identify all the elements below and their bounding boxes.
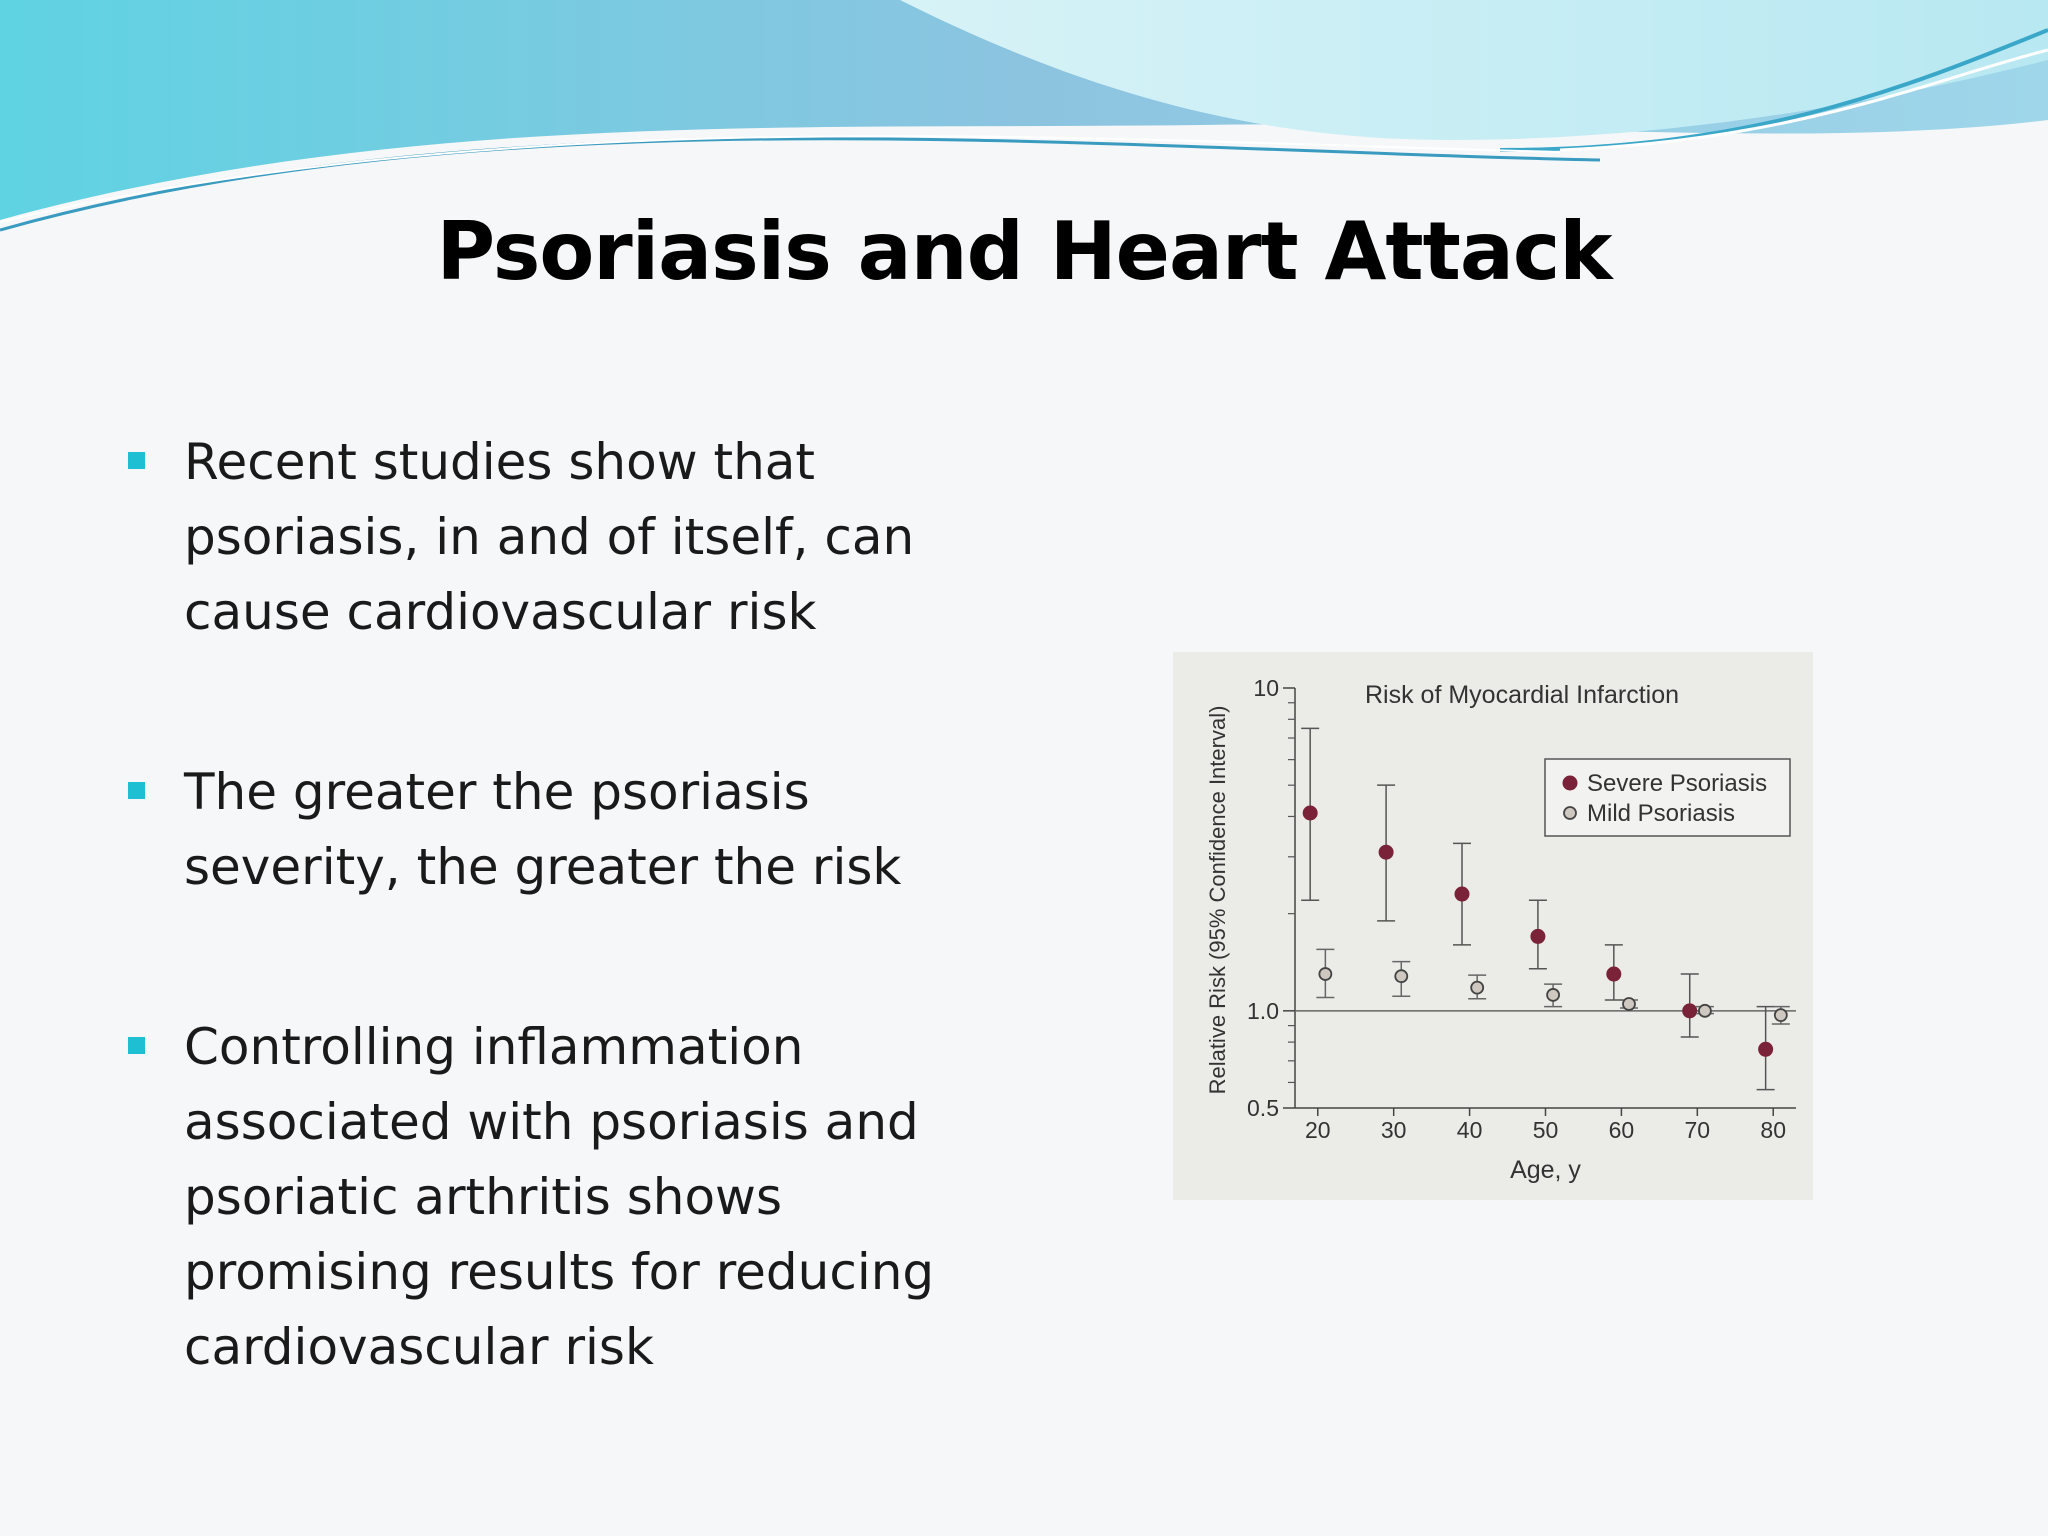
severe-psoriasis-point (1607, 967, 1621, 981)
mild-psoriasis-point (1471, 982, 1483, 994)
chart-image (1173, 652, 1813, 1200)
header-wave-decoration (0, 0, 2048, 240)
severe-psoriasis-point (1759, 1042, 1773, 1056)
slide-title: Psoriasis and Heart Attack (436, 205, 1612, 298)
mild-psoriasis-point (1319, 968, 1331, 980)
bullet-list (128, 425, 988, 1385)
y-tick-label: 10 (1253, 675, 1279, 701)
y-tick-label: 0.5 (1247, 1095, 1279, 1121)
legend-label: Severe Psoriasis (1587, 770, 1768, 797)
bullet-text: The greater the psoriasis severity, the greater the risk (184, 763, 902, 896)
bullet-item (128, 425, 988, 650)
x-tick-label: 80 (1760, 1117, 1787, 1143)
mild-psoriasis-point (1395, 970, 1407, 982)
mild-psoriasis-point (1699, 1005, 1711, 1017)
severe-psoriasis-point (1303, 806, 1317, 820)
x-tick-label: 20 (1304, 1117, 1331, 1143)
x-axis-label: Age, y (1510, 1156, 1581, 1184)
y-axis-label: Relative Risk (95% Confidence Interval) (1205, 705, 1230, 1095)
x-tick-label: 30 (1380, 1117, 1407, 1143)
bullet-text: Recent studies show that psoriasis, in and of itself, can cause cardiovascular risk (184, 433, 915, 641)
mild-psoriasis-point (1623, 998, 1635, 1010)
bullet-item (128, 755, 988, 905)
legend-marker (1564, 807, 1576, 819)
bullet-text: Controlling inflammation associated with psoriasis and psoriatic arthritis shows promising results for reducing cardiovascular risk (184, 1018, 935, 1376)
severe-psoriasis-point (1683, 1004, 1697, 1018)
bullet-item (128, 1010, 988, 1385)
bullet-square-icon (128, 1037, 145, 1054)
x-tick-label: 70 (1684, 1117, 1711, 1143)
severe-psoriasis-point (1455, 887, 1469, 901)
bullet-square-icon (128, 782, 145, 799)
mild-psoriasis-point (1547, 989, 1559, 1001)
legend-marker (1563, 776, 1577, 790)
chart-title: Risk of Myocardial Infarction (1365, 681, 1680, 709)
y-tick-label: 1.0 (1247, 997, 1279, 1024)
mild-psoriasis-point (1775, 1009, 1787, 1021)
x-tick-label: 60 (1608, 1117, 1635, 1143)
bullet-square-icon (128, 452, 145, 469)
x-tick-label: 40 (1456, 1117, 1483, 1143)
legend-label: Mild Psoriasis (1587, 800, 1736, 827)
x-tick-label: 50 (1532, 1117, 1559, 1143)
severe-psoriasis-point (1531, 929, 1545, 943)
myocardial-infarction-chart (1173, 652, 1813, 1200)
severe-psoriasis-point (1379, 845, 1393, 859)
